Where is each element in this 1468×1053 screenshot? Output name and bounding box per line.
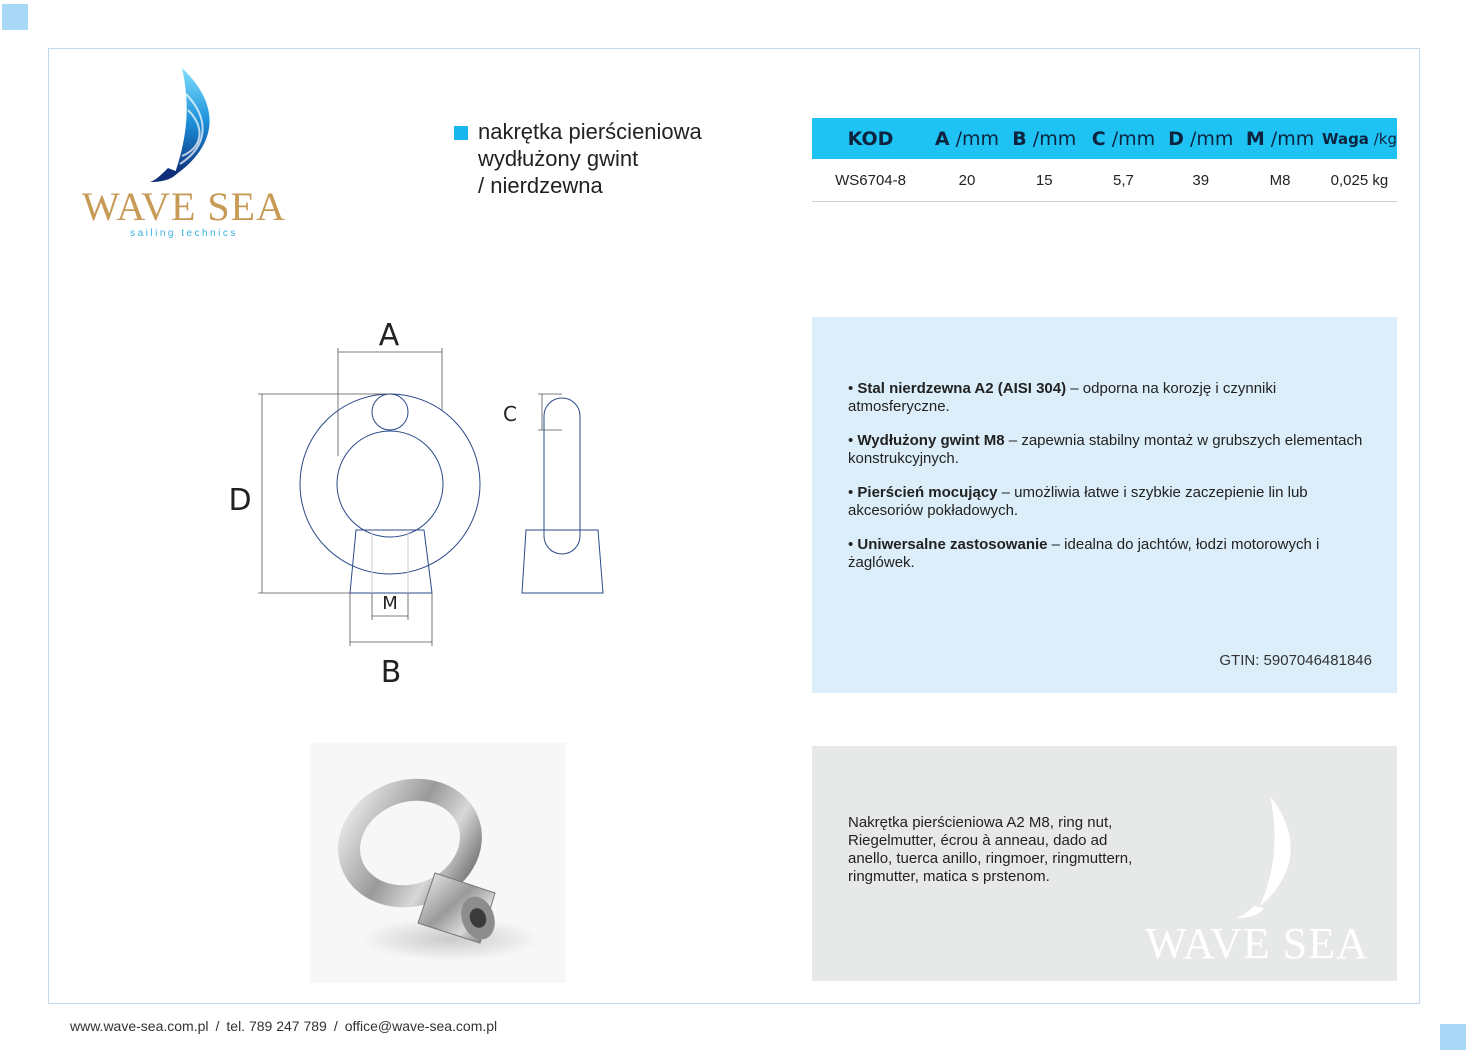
small-circle: [372, 394, 408, 430]
side-shank: [544, 398, 580, 554]
watermark-sail-icon: [1222, 794, 1312, 924]
cell-m: M8: [1238, 159, 1322, 202]
header-d: D /mm: [1163, 118, 1238, 159]
gtin-code: GTIN: 5907046481846: [1219, 652, 1372, 669]
feature-item: • Wydłużony gwint M8 – zapewnia stabilny montaż w grubszych elementach konstrukcyjnych.: [848, 432, 1363, 467]
footer-contact: www.wave-sea.com.pl / tel. 789 247 789 / office@wave-sea.com.pl: [70, 1018, 498, 1034]
title-line-1: nakrętka pierścieniowa: [478, 119, 702, 144]
corner-square-bottom: [1440, 1024, 1466, 1050]
cell-b: 15: [1005, 159, 1084, 202]
cell-kod: WS6704-8: [812, 159, 929, 202]
nut-body: [350, 530, 432, 593]
label-c: C: [503, 402, 517, 426]
cell-d: 39: [1163, 159, 1238, 202]
label-b: B: [380, 655, 402, 690]
cell-a: 20: [929, 159, 1005, 202]
label-m: M: [382, 593, 398, 614]
product-names-text: Nakrętka pierścieniowa A2 M8, ring nut, Riegelmutter, écrou à anneau, dado ad anello, tuerca anillo, ringmoer, ringmuttern, ringmutter, matica s prstenom.: [848, 814, 1133, 885]
names-panel: [812, 746, 1397, 981]
title-line-2: wydłużony gwint: [478, 146, 639, 171]
spec-table: [812, 118, 1397, 202]
feature-item: • Pierścień mocujący – umożliwia łatwe i szybkie zaczepienie lin lub akcesoriów pokładowych.: [848, 484, 1308, 519]
watermark-text: WAVE SEA: [1145, 919, 1369, 968]
header-kod: KOD: [812, 118, 929, 159]
feature-item: • Uniwersalne zastosowanie – idealna do jachtów, łodzi motorowych i żaglówek.: [848, 536, 1320, 571]
title-bullet-icon: [454, 126, 468, 140]
inner-ring: [337, 431, 443, 537]
footer-website-link[interactable]: www.wave-sea.com.pl: [70, 1018, 209, 1034]
outer-ring: [300, 394, 480, 574]
header-c: C /mm: [1084, 118, 1164, 159]
product-title: [478, 118, 778, 199]
header-waga: Waga /kg: [1322, 118, 1397, 159]
brand-tagline: sailing technics: [130, 228, 238, 239]
cell-waga: 0,025 kg: [1322, 159, 1397, 202]
brand-name: WAVE SEA: [82, 184, 286, 229]
label-d: D: [228, 483, 252, 518]
footer-phone: tel. 789 247 789: [226, 1018, 327, 1034]
header-m: M /mm: [1238, 118, 1322, 159]
label-a: A: [378, 318, 400, 353]
features-panel: [812, 317, 1397, 693]
feature-item: • Stal nierdzewna A2 (AISI 304) – odporna na korozję i czynniki atmosferyczne.: [848, 380, 1277, 415]
features-list: [848, 380, 1368, 588]
table-row: [812, 159, 1397, 202]
corner-square-top: [2, 4, 28, 30]
header-b: B /mm: [1005, 118, 1084, 159]
side-nut: [522, 530, 603, 593]
header-a: A /mm: [929, 118, 1005, 159]
technical-drawing: [220, 300, 640, 700]
product-photo: [310, 743, 566, 983]
table-header-row: [812, 118, 1397, 159]
cell-c: 5,7: [1084, 159, 1164, 202]
title-line-3: / nierdzewna: [478, 173, 603, 198]
footer-email-link[interactable]: office@wave-sea.com.pl: [344, 1018, 498, 1034]
